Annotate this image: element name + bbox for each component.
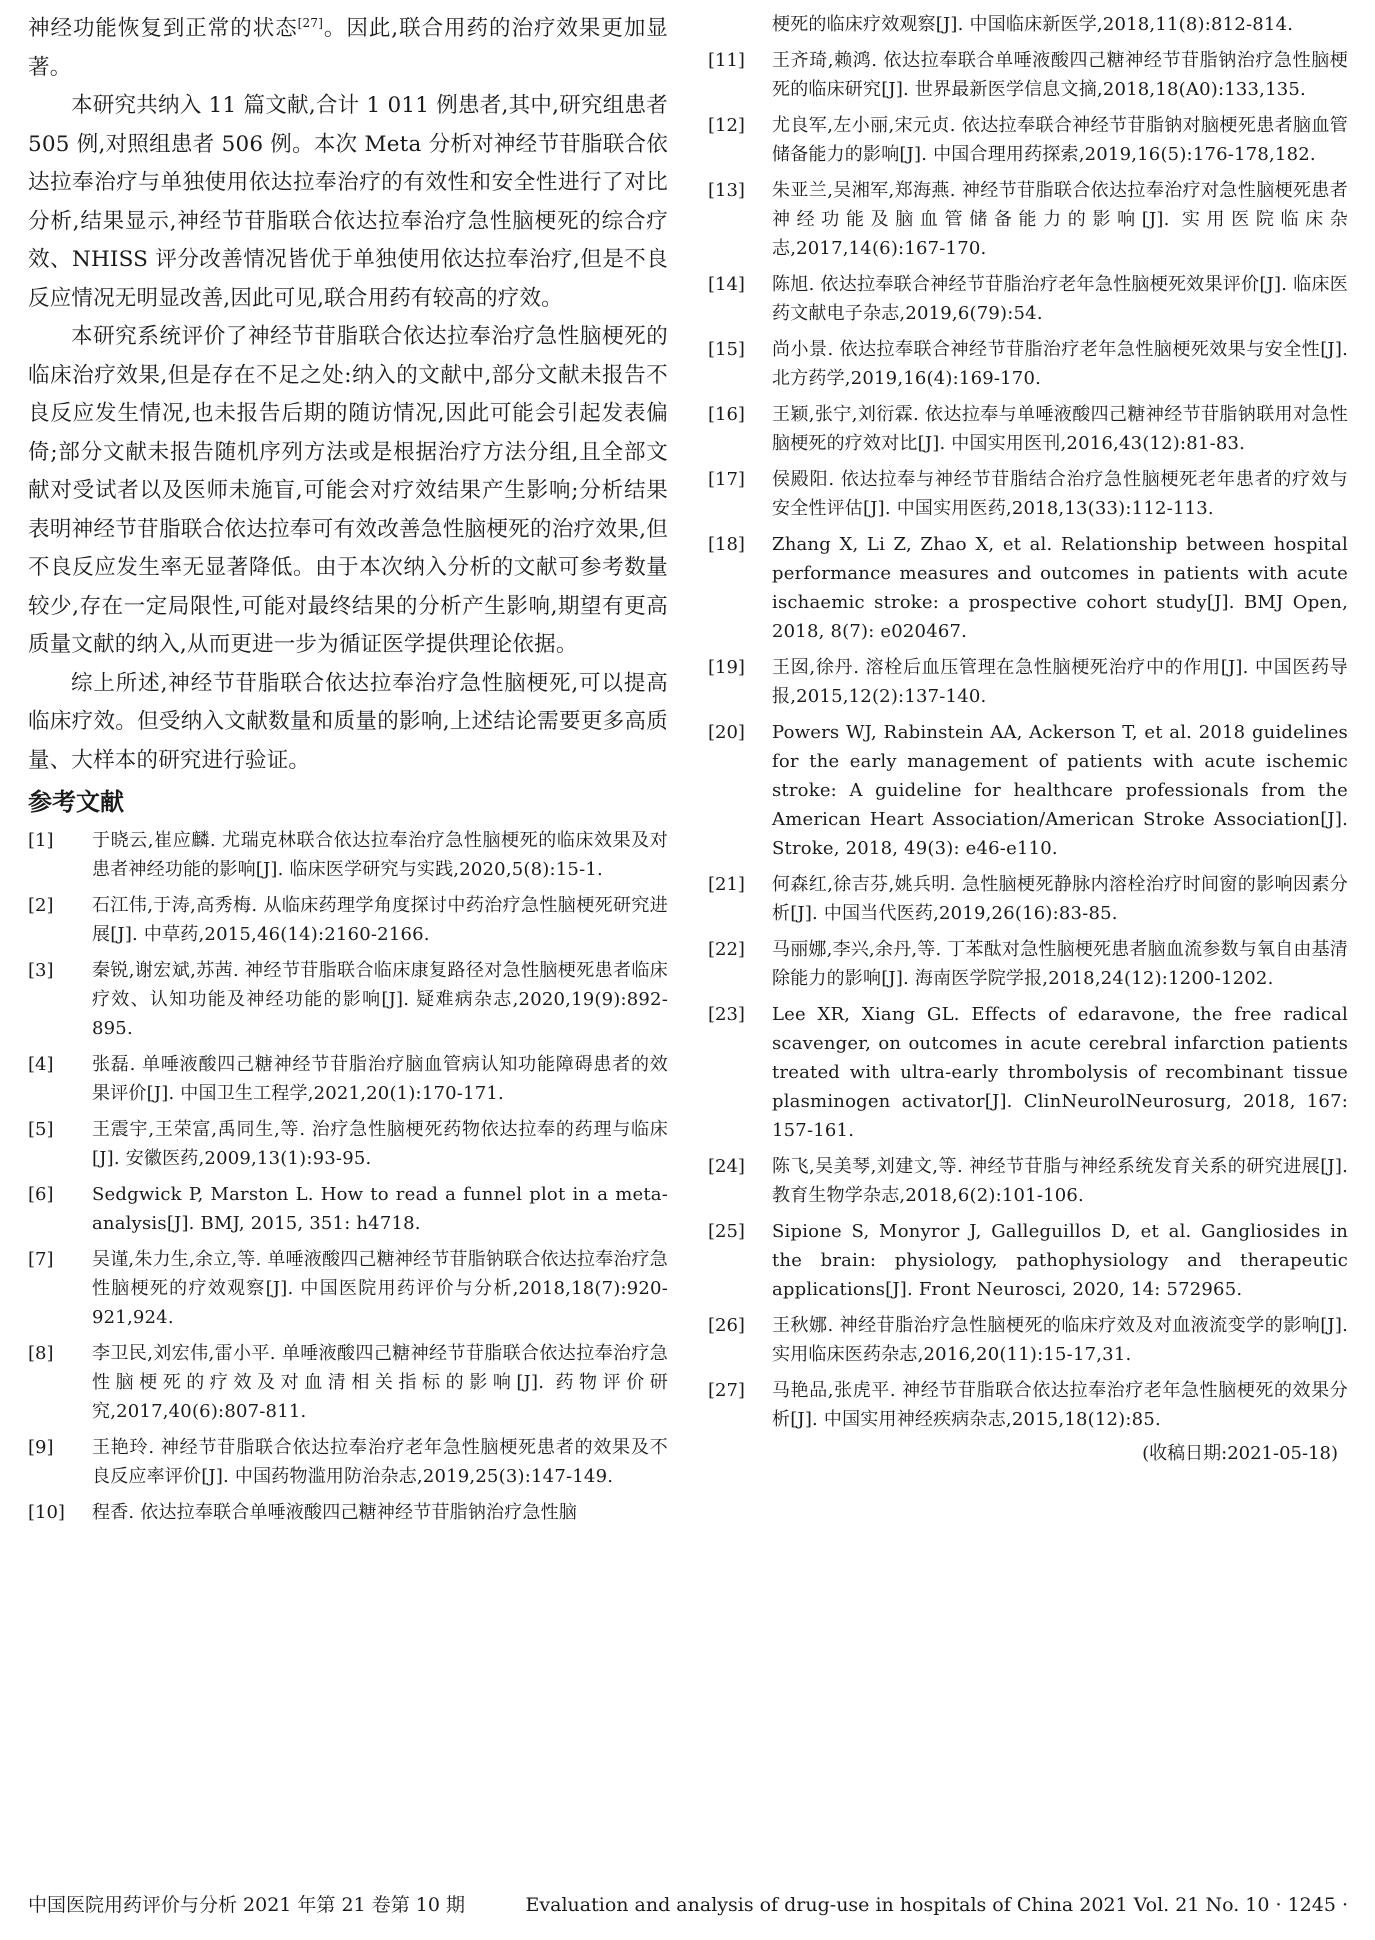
reference-text: 程香. 依达拉奉联合单唾液酸四己糖神经节苷脂钠治疗急性脑 — [92, 1502, 578, 1523]
reference-text: 王颖,张宁,刘衍霖. 依达拉奉与单唾液酸四己糖神经节苷脂钠联用对急性脑梗死的疗效对比[J]. 中国实用医刊,2016,43(12):81-83. — [772, 404, 1348, 454]
reference-item — [708, 935, 1348, 993]
left-column — [28, 10, 668, 1534]
reference-number: [22] — [708, 939, 745, 960]
reference-text: 王囡,徐丹. 溶栓后血压管理在急性脑梗死治疗中的作用[J]. 中国医药导报,2015,12(2):137-140. — [772, 657, 1348, 707]
reference-text: 尤良军,左小丽,宋元贞. 依达拉奉联合神经节苷脂钠对脑梗死患者脑血管储备能力的影响[J]. 中国合理用药探索,2019,16(5):176-178,182. — [772, 115, 1348, 165]
reference-text: 王齐琦,赖鸿. 依达拉奉联合单唾液酸四己糖神经节苷脂钠治疗急性脑梗死的临床研究[J]. 世界最新医学信息文摘,2018,18(A0):133,135. — [772, 50, 1348, 100]
reference-number: [23] — [708, 1004, 745, 1025]
reference-item — [28, 891, 668, 949]
body-paragraph-1: 本研究共纳入 11 篇文献,合计 1 011 例患者,其中,研究组患者 505 例,对照组患者 506 例。本次 Meta 分析对神经节苷脂联合依达拉奉治疗与单独使用依达拉奉治疗的有效性和安全性进行了对比分析,结果显示,神经节苷脂联合依达拉奉治疗急性脑梗死的综合疗效、NHISS 评分改善情况皆优于单独使用依达拉奉治疗,但是不良反应情况无明显改善,因此可见,联合用药有较高的疗效。 — [28, 93, 668, 311]
reference-item — [28, 1498, 668, 1527]
reference-text: 侯殿阳. 依达拉奉与神经节苷脂结合治疗急性脑梗死老年患者的疗效与安全性评估[J]. 中国实用医药,2018,13(33):112-113. — [772, 469, 1348, 519]
reference-item — [708, 653, 1348, 711]
reference-item — [28, 1245, 668, 1332]
reference-number: [16] — [708, 404, 745, 425]
reference-number: [17] — [708, 469, 745, 490]
reference-number: [3] — [28, 960, 54, 981]
reference-item — [708, 1311, 1348, 1369]
received-date: (收稿日期:2021-05-18) — [1142, 1443, 1338, 1464]
reference-text: Powers WJ, Rabinstein AA, Ackerson T, et al. 2018 guidelines for the early management of patients with acute ischemic stroke: A guideline for healthcare professionals from the American Heart Association/American Stroke Association[J]. Stroke, 2018, 49(3): e46-e110. — [772, 722, 1348, 859]
reference-number: [12] — [708, 115, 745, 136]
reference-item — [708, 530, 1348, 646]
reference-10-continuation: 梗死的临床疗效观察[J]. 中国临床新医学,2018,11(8):812-814. — [772, 14, 1294, 35]
reference-item — [28, 1180, 668, 1238]
reference-text: 陈飞,吴美琴,刘建文,等. 神经节苷脂与神经系统发育关系的研究进展[J]. 教育生物学杂志,2018,6(2):101-106. — [772, 1156, 1348, 1206]
reference-text: 马丽娜,李兴,余丹,等. 丁苯酞对急性脑梗死患者脑血流参数与氧自由基清除能力的影响[J]. 海南医学院学报,2018,24(12):1200-1202. — [772, 939, 1348, 989]
reference-number: [18] — [708, 534, 745, 555]
reference-number: [6] — [28, 1184, 54, 1205]
reference-number: [7] — [28, 1249, 54, 1270]
reference-item — [708, 400, 1348, 458]
references-heading: 参考文献 — [28, 788, 124, 816]
reference-number: [2] — [28, 895, 54, 916]
reference-number: [26] — [708, 1315, 745, 1336]
reference-item — [708, 1217, 1348, 1304]
reference-text: 尚小景. 依达拉奉联合神经节苷脂治疗老年急性脑梗死效果与安全性[J]. 北方药学,2019,16(4):169-170. — [772, 339, 1348, 389]
reference-number: [27] — [708, 1380, 745, 1401]
reference-number: [21] — [708, 874, 745, 895]
reference-text: 马艳品,张虎平. 神经节苷脂联合依达拉奉治疗老年急性脑梗死的效果分析[J]. 中国实用神经疾病杂志,2015,18(12):85. — [772, 1380, 1348, 1430]
reference-text: 于晓云,崔应麟. 尤瑞克林联合依达拉奉治疗急性脑梗死的临床效果及对患者神经功能的影响[J]. 临床医学研究与实践,2020,5(8):15-1. — [92, 830, 668, 880]
reference-text: Sedgwick P, Marston L. How to read a funnel plot in a meta-analysis[J]. BMJ, 2015, 351: h4718. — [92, 1184, 668, 1234]
body-paragraph-2: 本研究系统评价了神经节苷脂联合依达拉奉治疗急性脑梗死的临床治疗效果,但是存在不足之处:纳入的文献中,部分文献未报告不良反应发生情况,也未报告后期的随访情况,因此可能会引起发表偏倚;部分文献未报告随机序列方法或是根据治疗方法分组,且全部文献对受试者以及医师未施盲,可能会对疗效结果产生影响;分析结果表明神经节苷脂联合依达拉奉可有效改善急性脑梗死的治疗效果,但不良反应发生率无显著降低。由于本次纳入分析的文献可参考数量较少,存在一定局限性,可能对最终结果的分析产生影响,期望有更高质量文献的纳入,从而更进一步为循证医学提供理论依据。 — [28, 324, 668, 657]
reference-number: [15] — [708, 339, 745, 360]
reference-item — [708, 1152, 1348, 1210]
reference-item — [708, 1000, 1348, 1145]
reference-number: [24] — [708, 1156, 745, 1177]
reference-text: 陈旭. 依达拉奉联合神经节苷脂治疗老年急性脑梗死效果评价[J]. 临床医药文献电子杂志,2019,6(79):54. — [772, 274, 1348, 324]
footer-journal-cn: 中国医院用药评价与分析 2021 年第 21 卷第 10 期 — [28, 1894, 465, 1916]
reference-number: [25] — [708, 1221, 745, 1242]
reference-item — [708, 111, 1348, 169]
reference-number: [5] — [28, 1119, 54, 1140]
reference-item — [28, 956, 668, 1043]
reference-text: 王震宇,王荣富,禹同生,等. 治疗急性脑梗死药物依达拉奉的药理与临床[J]. 安徽医药,2009,13(1):93-95. — [92, 1119, 668, 1169]
reference-number: [4] — [28, 1054, 54, 1075]
reference-item — [708, 1376, 1348, 1434]
footer-journal-en: Evaluation and analysis of drug-use in hospitals of China 2021 Vol. 21 No. 10 · 1245 · — [525, 1894, 1348, 1916]
paragraph-text: 。因此,联合用药的治疗效果更加显著。 — [28, 16, 668, 80]
reference-text: 朱亚兰,吴湘军,郑海燕. 神经节苷脂联合依达拉奉治疗对急性脑梗死患者神经功能及脑血管储备能力的影响[J]. 实用医院临床杂志,2017,14(6):167-170. — [772, 180, 1348, 259]
reference-item — [28, 826, 668, 884]
reference-item — [28, 1115, 668, 1173]
reference-text: Zhang X, Li Z, Zhao X, et al. Relationship between hospital performance measures and outcomes in patients with acute ischaemic stroke: a prospective cohort study[J]. BMJ Open, 2018, 8(7): e020467. — [772, 534, 1348, 642]
reference-item — [28, 1433, 668, 1491]
reference-number: [13] — [708, 180, 745, 201]
reference-text: 石江伟,于涛,高秀梅. 从临床药理学角度探讨中药治疗急性脑梗死研究进展[J]. 中草药,2015,46(14):2160-2166. — [92, 895, 668, 945]
reference-number: [1] — [28, 830, 54, 851]
reference-item — [28, 1339, 668, 1426]
reference-text: Sipione S, Monyror J, Galleguillos D, et al. Gangliosides in the brain: physiology, pathophysiology and therapeutic applications[J]. Front Neurosci, 2020, 14: 572965. — [772, 1221, 1348, 1300]
reference-text: Lee XR, Xiang GL. Effects of edaravone, the free radical scavenger, on outcomes in acute cerebral infarction patients treated with ultra-early thrombolysis of recombinant tissue plasminogen activator[J]. ClinNeurolNeurosurg, 2018, 167: 157-161. — [772, 1004, 1348, 1141]
reference-number: [9] — [28, 1437, 54, 1458]
body-paragraph-3: 综上所述,神经节苷脂联合依达拉奉治疗急性脑梗死,可以提高临床疗效。但受纳入文献数量和质量的影响,上述结论需要更多高质量、大样本的研究进行验证。 — [28, 670, 668, 773]
reference-number: [19] — [708, 657, 745, 678]
paragraph-text: 神经功能恢复到正常的状态 — [28, 16, 298, 41]
reference-text: 吴谨,朱力生,余立,等. 单唾液酸四己糖神经节苷脂钠联合依达拉奉治疗急性脑梗死的疗效观察[J]. 中国医院用药评价与分析,2018,18(7):920-921,924. — [92, 1249, 668, 1328]
right-column — [708, 10, 1348, 1469]
reference-list-right — [708, 46, 1348, 1434]
reference-text: 王秋娜. 神经苷脂治疗急性脑梗死的临床疗效及对血液流变学的影响[J]. 实用临床医药杂志,2016,20(11):15-17,31. — [772, 1315, 1348, 1365]
reference-number: [8] — [28, 1343, 54, 1364]
reference-text: 王艳玲. 神经节苷脂联合依达拉奉治疗老年急性脑梗死患者的效果及不良反应率评价[J]. 中国药物滥用防治杂志,2019,25(3):147-149. — [92, 1437, 668, 1487]
reference-item — [708, 465, 1348, 523]
reference-item — [708, 335, 1348, 393]
reference-item — [28, 1050, 668, 1108]
reference-number: [20] — [708, 722, 745, 743]
citation: [27] — [297, 15, 324, 30]
reference-number: [14] — [708, 274, 745, 295]
reference-item — [708, 46, 1348, 104]
page-footer — [28, 1890, 1348, 1920]
reference-text: 李卫民,刘宏伟,雷小平. 单唾液酸四己糖神经节苷脂联合依达拉奉治疗急性脑梗死的疗效及对血清相关指标的影响[J]. 药物评价研究,2017,40(6):807-811. — [92, 1343, 668, 1422]
reference-list-left — [28, 826, 668, 1527]
reference-item — [708, 870, 1348, 928]
body-paragraph-0 — [28, 10, 668, 87]
reference-item — [708, 176, 1348, 263]
reference-number: [11] — [708, 50, 745, 71]
reference-text: 何森红,徐吉芬,姚兵明. 急性脑梗死静脉内溶栓治疗时间窗的影响因素分析[J]. 中国当代医药,2019,26(16):83-85. — [772, 874, 1348, 924]
reference-item — [708, 718, 1348, 863]
reference-item — [708, 270, 1348, 328]
reference-text: 秦锐,谢宏斌,苏茜. 神经节苷脂联合临床康复路径对急性脑梗死患者临床疗效、认知功能及神经功能的影响[J]. 疑难病杂志,2020,19(9):892-895. — [92, 960, 668, 1039]
reference-number: [10] — [28, 1502, 65, 1523]
reference-text: 张磊. 单唾液酸四己糖神经节苷脂治疗脑血管病认知功能障碍患者的效果评价[J]. 中国卫生工程学,2021,20(1):170-171. — [92, 1054, 668, 1104]
